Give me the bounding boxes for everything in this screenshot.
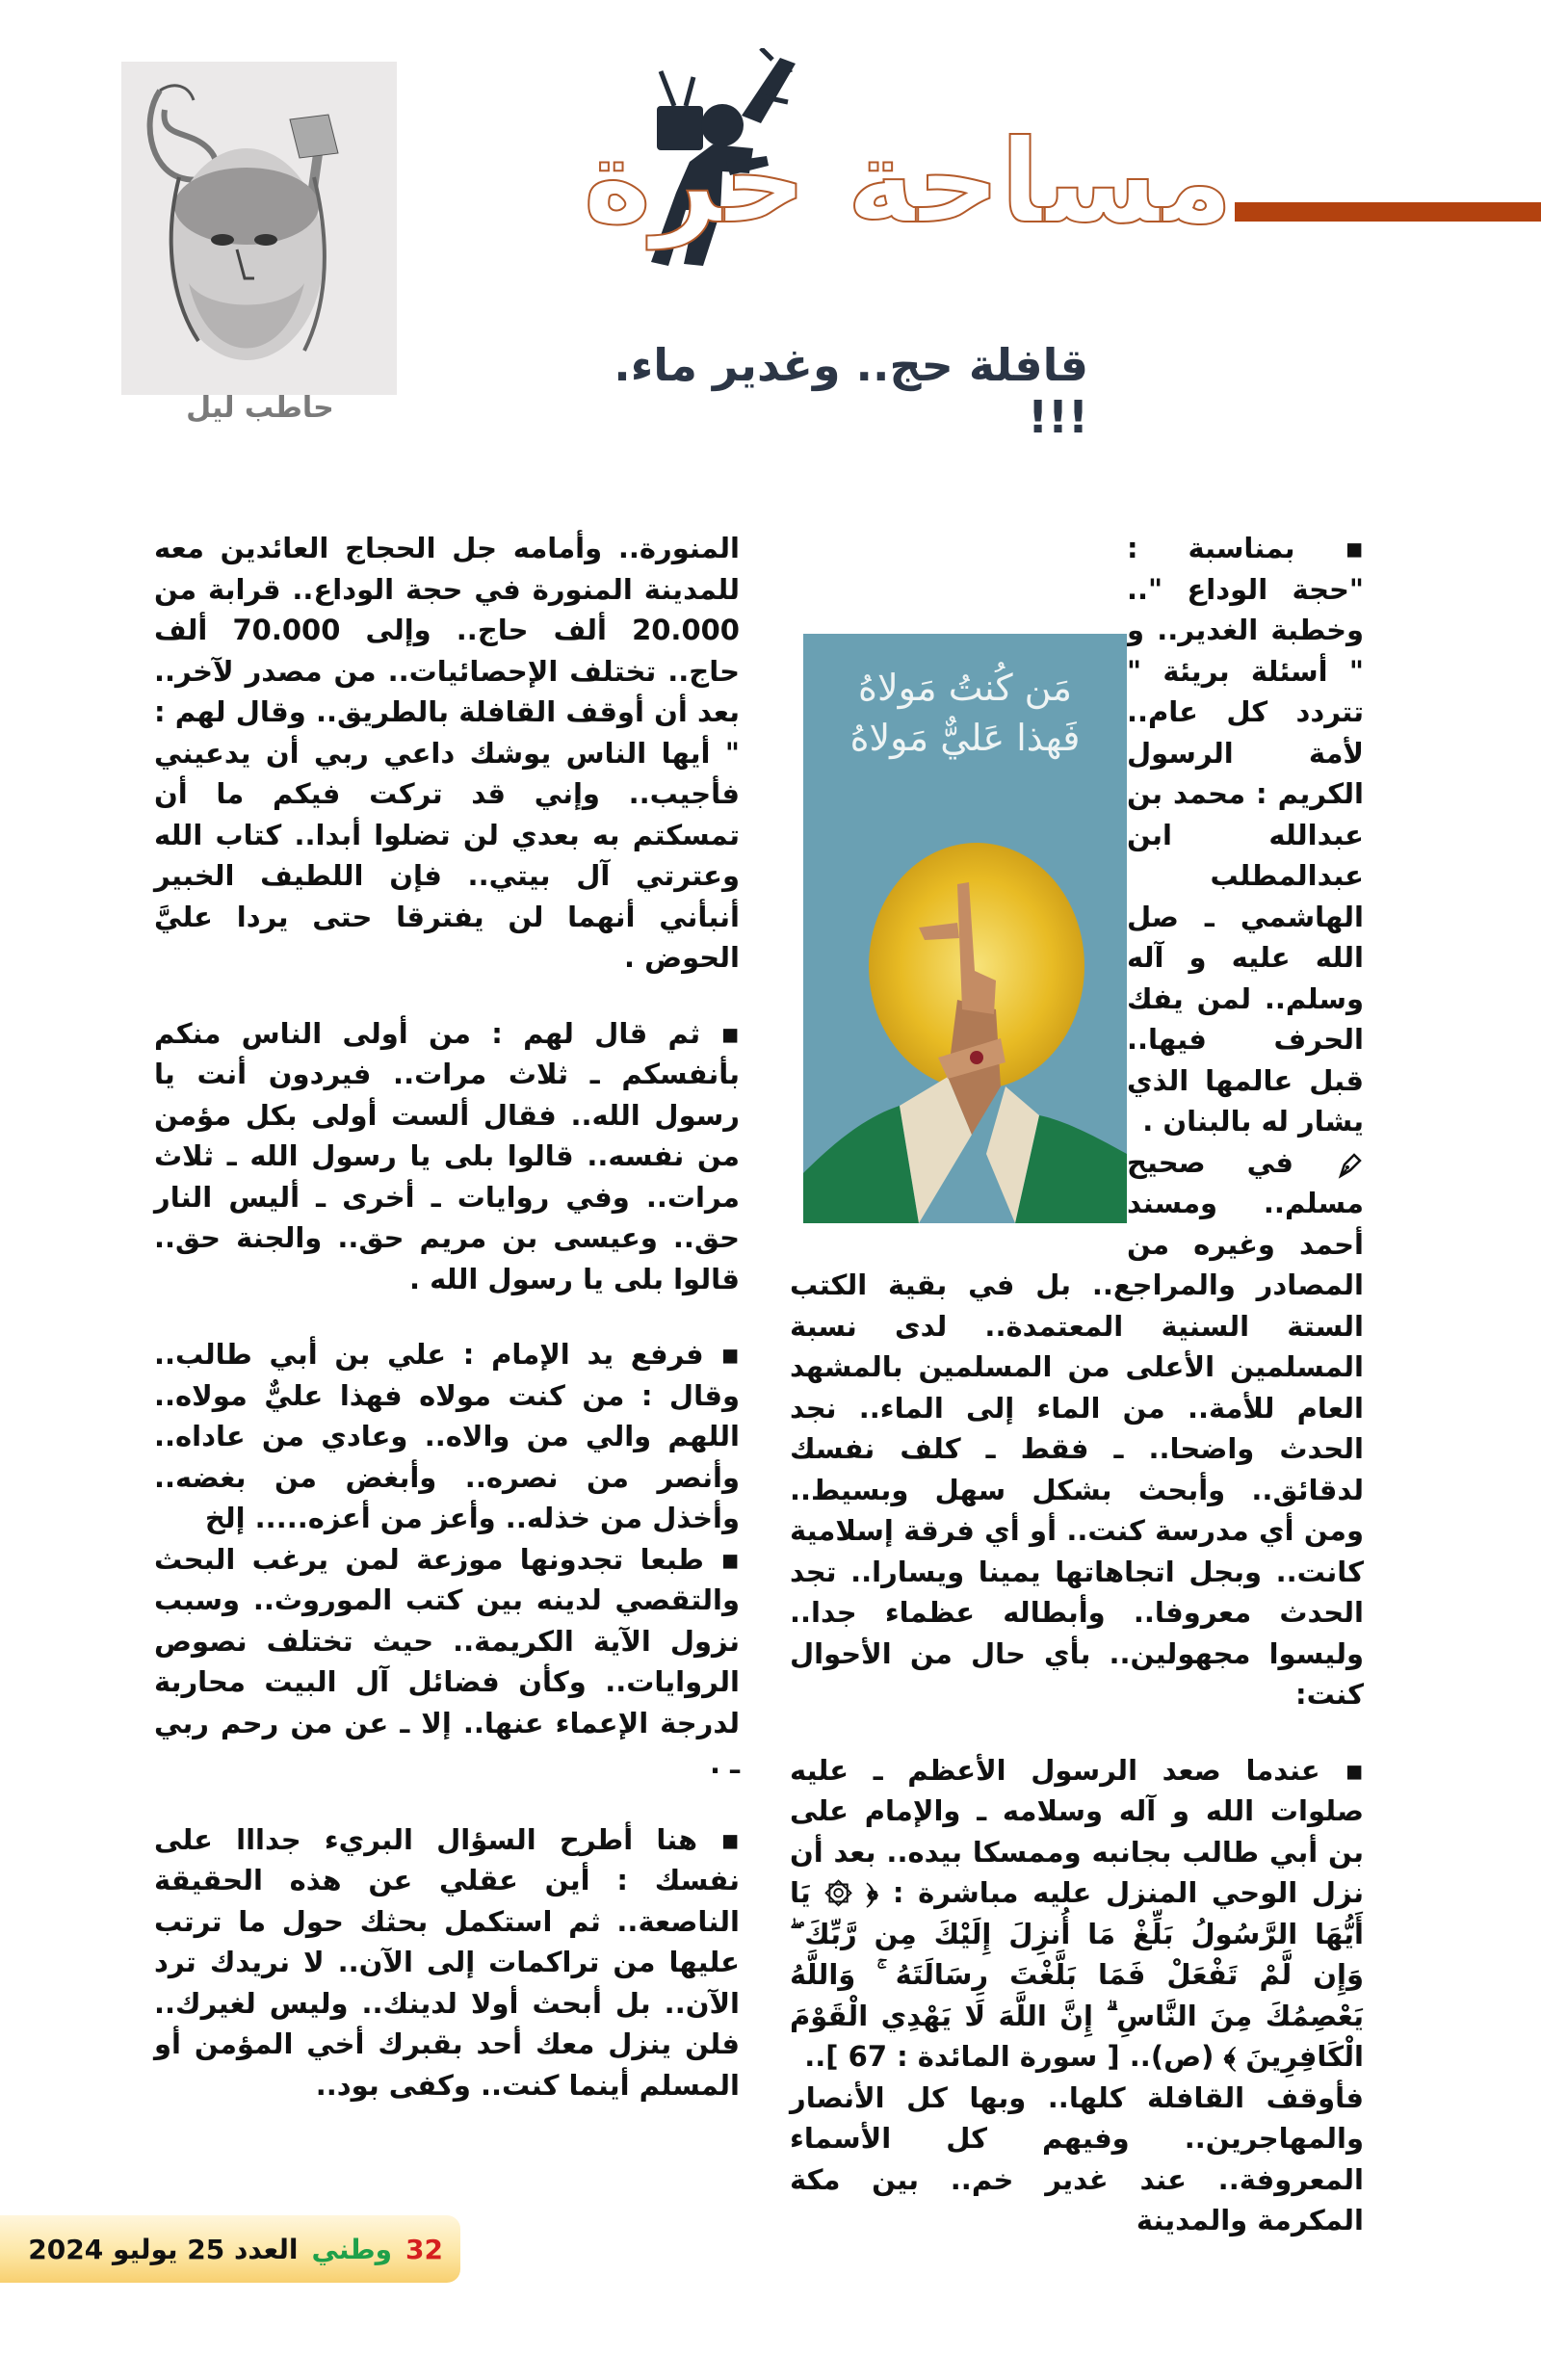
magazine-name: وطني [311, 2233, 393, 2265]
sources-distributed-paragraph: ▪ طبعا تجدونها موزعة لمن يرغب البحث والتقصي لدينه بين كتب الموروث.. وسبب نزول الآية الكريمة.. حيث تختلف نصوص الروايات.. وكأن فضائل آل البيت محاربة لدرجة الإعماء عنها.. إلا ـ عن من رحم ربي ـ . [154, 1542, 740, 1780]
article-column-left [154, 528, 740, 2105]
issue-info: العدد 25 يوليو 2024 [28, 2233, 299, 2265]
fountain-pen-icon [1335, 1150, 1364, 1179]
sources-text: في صحيح مسلم.. ومسند أحمد وغيره من المصادر والمراجع.. بل في بقية الكتب الستة السنية المعتمدة.. لدى نسبة المسلمين الأعلى من المسلمين بالمشهد العام للأمة.. من الماء إلى الماء.. نجد الحدث واضحا.. ـ فقط ـ كلف نفسك لدقائق.. وأبحث بشكل سهل وبسيط.. ومن أي مدرسة كنت.. أو أي فرقة إسلامية كانت.. وبجل اتجاهاتها يمينا ويسارا.. تجد الحدث معروفا.. وأبطاله عظماء جدا.. وليسوا مجهولين.. بأي حال من الأحوال كنت: [790, 1145, 1364, 1711]
ascent-paragraph [790, 1750, 1364, 2078]
section-title: مساحة حرة [583, 116, 1233, 249]
inline-illustration [803, 634, 1127, 1223]
article-column-right [790, 528, 1364, 2241]
closing-paragraph: ▪ هنا أطرح السؤال البريء جدااا على نفسك : أين عقلي عن هذه الحقيقة الناصعة.. ثم استكمل بحثك حول ما ترتب عليها من تراكمات إلى الآن.. لا نريدك ترد الآن.. بل أبحث أولا لدينك.. وليس لغيرك.. فلن ينزل معك أحد بقبرك أخي المؤمن أو المسلم أينما كنت.. وكفى بود.. [154, 1822, 740, 2102]
page-footer [0, 2215, 460, 2283]
ascent-text: ▪ عندما صعد الرسول الأعظم ـ عليه صلوات الله و آله وسلامه ـ والإمام على بن أبي طالب بجانبه وممسكا بيده.. بعد أن نزل الوحي المنزل عليه مباشرة : [790, 1753, 1364, 1909]
verse-reference: [ سورة المائدة : 67 ].. [804, 2040, 1120, 2073]
caravan-paragraph: فأوقف القافلة كلها.. وبها كل الأنصار والمهاجرين.. وفيهم كل الأسماء المعروفة.. عند غدير خم.. بين مكة المكرمة والمدينة [790, 2080, 1364, 2236]
article-headline: قافلة حج.. وغدير ماء. !!! [614, 339, 1088, 443]
raised-hand-paragraph: ▪ فرفع يد الإمام : علي بن أبي طالب.. وقال : من كنت مولاه فهذا عليٌّ مولاه.. اللهم والي من والاه.. وعادي من عاداه.. وأنصر من نصره.. وأبغض من بغضه.. وأخذل من خذله.. وأعز من أعزه..... إلخ [154, 1338, 740, 1534]
section-title-accent-bar [1235, 202, 1541, 222]
sermon-paragraph: المنورة.. وأمامه جل الحجاج العائدين معه للمدينة المنورة في حجة الوداع.. قرابة من 20.000 ألف حاج.. وإلى 70.000 ألف حاج.. تختلف الإحصائيات.. من مصدر لآخر.. بعد أن أوقف القافلة بالطريق.. وقال لهم : " أيها الناس يوشك داعي ربي أن يدعيني فأجيب.. وإني قد تركت فيكم ما أن تمسكتم به بعدي لن تضلوا أبدا.. كتاب الله وعترتي آل بيتي.. فإن اللطيف الخبير أنبأني أنهما لن يفترقا حتى يردا عليَّ الحوض . [154, 532, 740, 974]
author-name: حاطب ليل [186, 391, 334, 425]
intro-paragraph: ▪ بمناسبة : "حجة الوداع ".. وخطبة الغدير.. و " أسئلة بريئة " تتردد كل عام.. لأمة الرسول الكريم : محمد بن عبدالله ابن عبدالمطلب الهاشمي ـ صل الله عليه و آله وسلم.. لمن يفك الحرف فيها.. قبل عالمها الذي يشار له بالبنان . [1127, 532, 1364, 1138]
question-paragraph: ▪ ثم قال لهم : من أولى الناس منكم بأنفسكم ـ ثلاث مرات.. فيردون أنت يا رسول الله.. فقال ألست أولى بكل مؤمن من نفسه.. قالوا بلى يا رسول الله ـ ثلاث مرات.. وفي روايات ـ أخرى ـ أليس النار حق.. وعيسى بن مريم حق.. والجنة حق.. قالوا بلى يا رسول الله . [154, 1016, 740, 1295]
illustration-caption-line2: فَهذا عَليٌّ مَولاهُ [849, 717, 1081, 759]
portrait-sketch-icon [121, 62, 397, 395]
page-number: 32 [405, 2233, 443, 2265]
quran-verse: ﴿ ۞ يَا أَيُّهَا الرَّسُولُ بَلِّغْ مَا أُنزِلَ إِلَيْكَ مِن رَّبِّكَ ۖ وَإِن لَّمْ تَفْعَلْ فَمَا بَلَّغْتَ رِسَالَتَهُ ۚ وَاللَّهُ يَعْصِمُكَ مِنَ النَّاسِ ۗ إِنَّ اللَّهَ لَا يَهْدِي الْقَوْمَ الْكَافِرِينَ ﴾ [790, 1876, 1364, 2073]
illustration-caption-line1: مَن كُنتُ مَولاهُ [858, 667, 1072, 709]
verse-suffix: (ص).. [1129, 2040, 1215, 2073]
author-portrait [121, 62, 397, 395]
sources-paragraph [790, 1142, 1364, 1715]
